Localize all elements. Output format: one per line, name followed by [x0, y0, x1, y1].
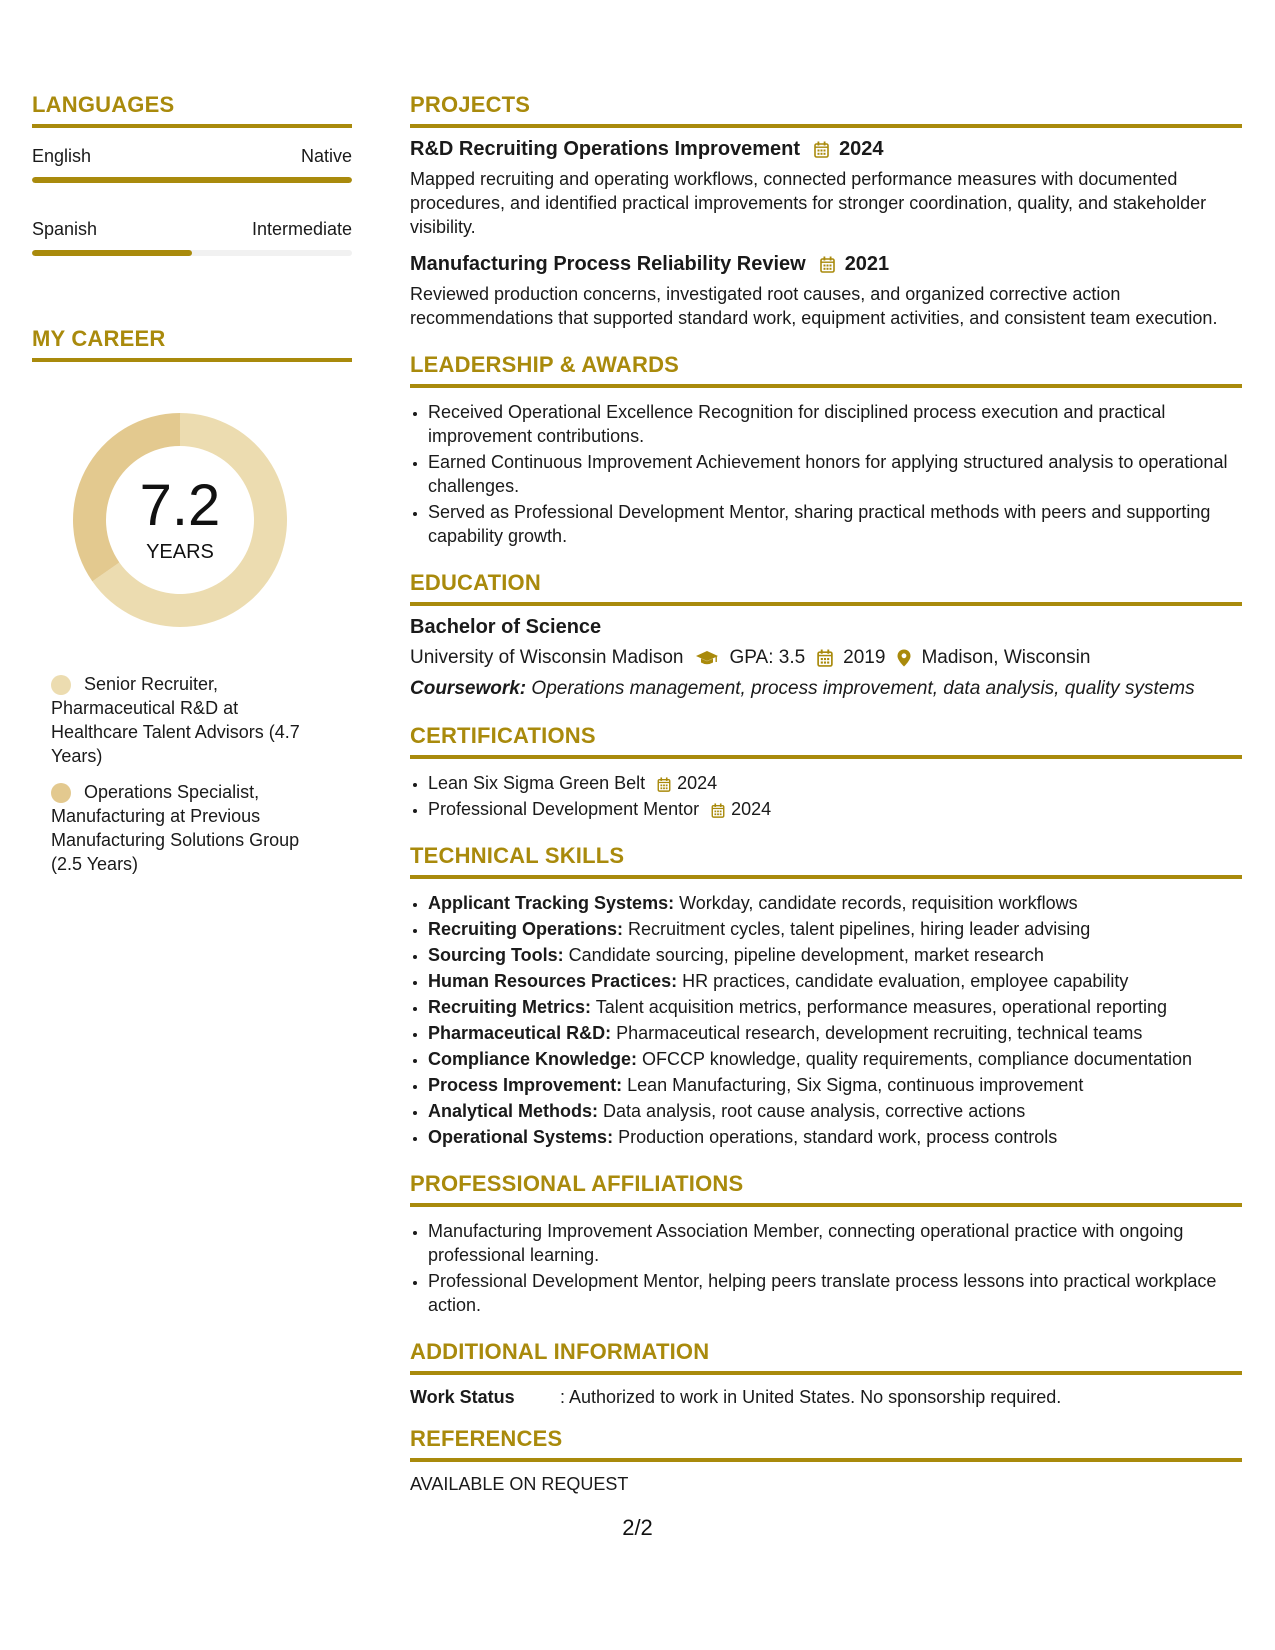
gpa: GPA: 3.5	[729, 647, 806, 668]
page-number: 2/2	[622, 1515, 653, 1540]
language-name: Spanish	[32, 219, 98, 239]
skill-value: Candidate sourcing, pipeline development, market research	[563, 945, 1044, 965]
legend-dot-icon	[51, 675, 71, 695]
list-item: • Earned Continuous Improvement Achievement honors for applying structured analysis to operational challenges.	[428, 450, 1242, 498]
certification-item	[428, 797, 1242, 821]
list-item: • Professional Development Mentor, helping peers translate process lessons into practical workplace action.	[428, 1269, 1242, 1317]
projects-section	[410, 92, 1242, 330]
education-title: EDUCATION	[410, 570, 1242, 606]
skill-value: Data analysis, root cause analysis, corrective actions	[598, 1101, 1026, 1121]
career-title: MY CAREER	[32, 326, 352, 362]
leadership-title: LEADERSHIP & AWARDS	[410, 352, 1242, 388]
leadership-section	[410, 352, 1242, 548]
skill-label: Compliance Knowledge:	[428, 1049, 638, 1069]
school-name: University of Wisconsin Madison	[410, 647, 684, 668]
work-status-value: : Authorized to work in United States. No sponsorship required.	[560, 1387, 1062, 1407]
skills-section	[410, 843, 1242, 1149]
project-description: Reviewed production concerns, investigated root causes, and organized corrective action recommendations that supported standard work, equipment activities, and consistent team execution.	[410, 284, 1218, 328]
certification-year: 2024	[677, 773, 718, 793]
school-location: Madison, Wisconsin	[921, 647, 1091, 668]
project-item	[410, 253, 1242, 330]
skill-item	[428, 917, 1242, 941]
references-title: REFERENCES	[410, 1426, 1242, 1462]
project-description: Mapped recruiting and operating workflows, connected performance measures with documented procedures, and identified practical improvements for stronger coordination, quality, and stakeholder visibility.	[410, 169, 1207, 237]
skill-item	[428, 995, 1242, 1019]
language-list	[32, 146, 352, 256]
list-item: • Received Operational Excellence Recognition for disciplined process execution and practical improvement contributions.	[428, 400, 1242, 448]
project-year: 2024	[839, 138, 884, 160]
references-text: AVAILABLE ON REQUEST	[410, 1474, 629, 1494]
languages-title: LANGUAGES	[32, 92, 352, 128]
project-item	[410, 138, 1242, 239]
affiliations-title: PROFESSIONAL AFFILIATIONS	[410, 1171, 1242, 1207]
additional-info-title: ADDITIONAL INFORMATION	[410, 1339, 1242, 1375]
skill-value: Pharmaceutical research, development recruiting, technical teams	[611, 1023, 1143, 1043]
skill-value: Production operations, standard work, process controls	[613, 1127, 1058, 1147]
skill-value: Talent acquisition metrics, performance measures, operational reporting	[591, 997, 1167, 1017]
certifications-title: CERTIFICATIONS	[410, 723, 1242, 759]
skill-label: Sourcing Tools:	[428, 945, 564, 965]
work-status-row	[410, 1387, 1242, 1408]
education-section	[410, 570, 1242, 701]
skill-label: Recruiting Metrics:	[428, 997, 592, 1017]
skill-label: Applicant Tracking Systems:	[428, 893, 675, 913]
calendar-icon	[820, 256, 835, 273]
career-legend	[51, 672, 352, 876]
career-legend-item	[51, 780, 316, 876]
additional-info-section	[410, 1339, 1242, 1408]
affiliations-list	[410, 1219, 1242, 1317]
skill-label: Pharmaceutical R&D:	[428, 1023, 612, 1043]
language-proficiency-bar	[32, 250, 352, 256]
project-name: Manufacturing Process Reliability Review	[410, 253, 806, 275]
language-item	[32, 146, 352, 183]
career-total-unit: YEARS	[146, 540, 214, 563]
career-legend-item	[51, 672, 316, 768]
calendar-icon	[814, 141, 829, 158]
graduation-cap-icon	[695, 650, 719, 666]
certification-year: 2024	[731, 799, 772, 819]
language-name: English	[32, 146, 92, 166]
career-role-text: Operations Specialist, Manufacturing at Previous Manufacturing Solutions Group (2.5 Years)	[51, 782, 300, 874]
certification-name: Lean Six Sigma Green Belt	[428, 773, 646, 793]
skill-item	[428, 1099, 1242, 1123]
skill-label: Analytical Methods:	[428, 1101, 599, 1121]
skill-label: Process Improvement:	[428, 1075, 623, 1095]
skill-item	[428, 1073, 1242, 1097]
affiliations-section	[410, 1171, 1242, 1317]
skill-item	[428, 969, 1242, 993]
project-name: R&D Recruiting Operations Improvement	[410, 138, 801, 160]
skill-item	[428, 943, 1242, 967]
references-section	[410, 1426, 1242, 1495]
calendar-icon	[657, 777, 671, 792]
coursework-label: Coursework:	[410, 678, 527, 699]
career-role-text: Senior Recruiter, Pharmaceutical R&D at Healthcare Talent Advisors (4.7 Years)	[51, 674, 300, 766]
skills-list	[410, 891, 1242, 1149]
skill-value: OFCCP knowledge, quality requirements, compliance documentation	[637, 1049, 1192, 1069]
skill-item	[428, 1047, 1242, 1071]
career-total-years: 7.2	[139, 472, 221, 538]
language-item	[32, 219, 352, 256]
skill-value: Lean Manufacturing, Six Sigma, continuous improvement	[622, 1075, 1084, 1095]
right-column	[410, 92, 1242, 1517]
left-column	[32, 92, 352, 888]
language-proficiency-fill	[32, 250, 192, 256]
coursework	[410, 677, 1242, 701]
certifications-section	[410, 723, 1242, 821]
calendar-icon	[817, 649, 833, 667]
certifications-list	[410, 771, 1242, 821]
skill-value: Workday, candidate records, requisition workflows	[674, 893, 1078, 913]
career-donut-chart	[66, 406, 294, 634]
list-item: • Manufacturing Improvement Association Member, connecting operational practice with ongoing professional learning.	[428, 1219, 1242, 1267]
certification-name: Professional Development Mentor	[428, 799, 700, 819]
legend-dot-icon	[51, 783, 71, 803]
language-level: Native	[300, 146, 352, 166]
language-level: Intermediate	[251, 219, 352, 239]
coursework-text: Operations management, process improvement, data analysis, quality systems	[526, 678, 1195, 699]
certification-item	[428, 771, 1242, 795]
calendar-icon	[711, 803, 725, 818]
skills-title: TECHNICAL SKILLS	[410, 843, 1242, 879]
degree-name: Bachelor of Science	[410, 616, 602, 638]
skill-value: Recruitment cycles, talent pipelines, hiring leader advising	[623, 919, 1091, 939]
project-year: 2021	[844, 253, 890, 275]
language-proficiency-fill	[32, 177, 352, 183]
skill-label: Recruiting Operations:	[428, 919, 624, 939]
graduation-year: 2019	[843, 647, 886, 668]
skill-item	[428, 1125, 1242, 1149]
list-item: • Served as Professional Development Mentor, sharing practical methods with peers and supporting capability growth.	[428, 500, 1242, 548]
skill-item	[428, 891, 1242, 915]
skill-value: HR practices, candidate evaluation, employee capability	[677, 971, 1129, 991]
language-proficiency-bar	[32, 177, 352, 183]
projects-title: PROJECTS	[410, 92, 1242, 128]
leadership-list	[410, 400, 1242, 548]
location-pin-icon	[897, 649, 911, 667]
skill-label: Human Resources Practices:	[428, 971, 678, 991]
skill-label: Operational Systems:	[428, 1127, 614, 1147]
work-status-label: Work Status	[410, 1387, 515, 1407]
skill-item	[428, 1021, 1242, 1045]
